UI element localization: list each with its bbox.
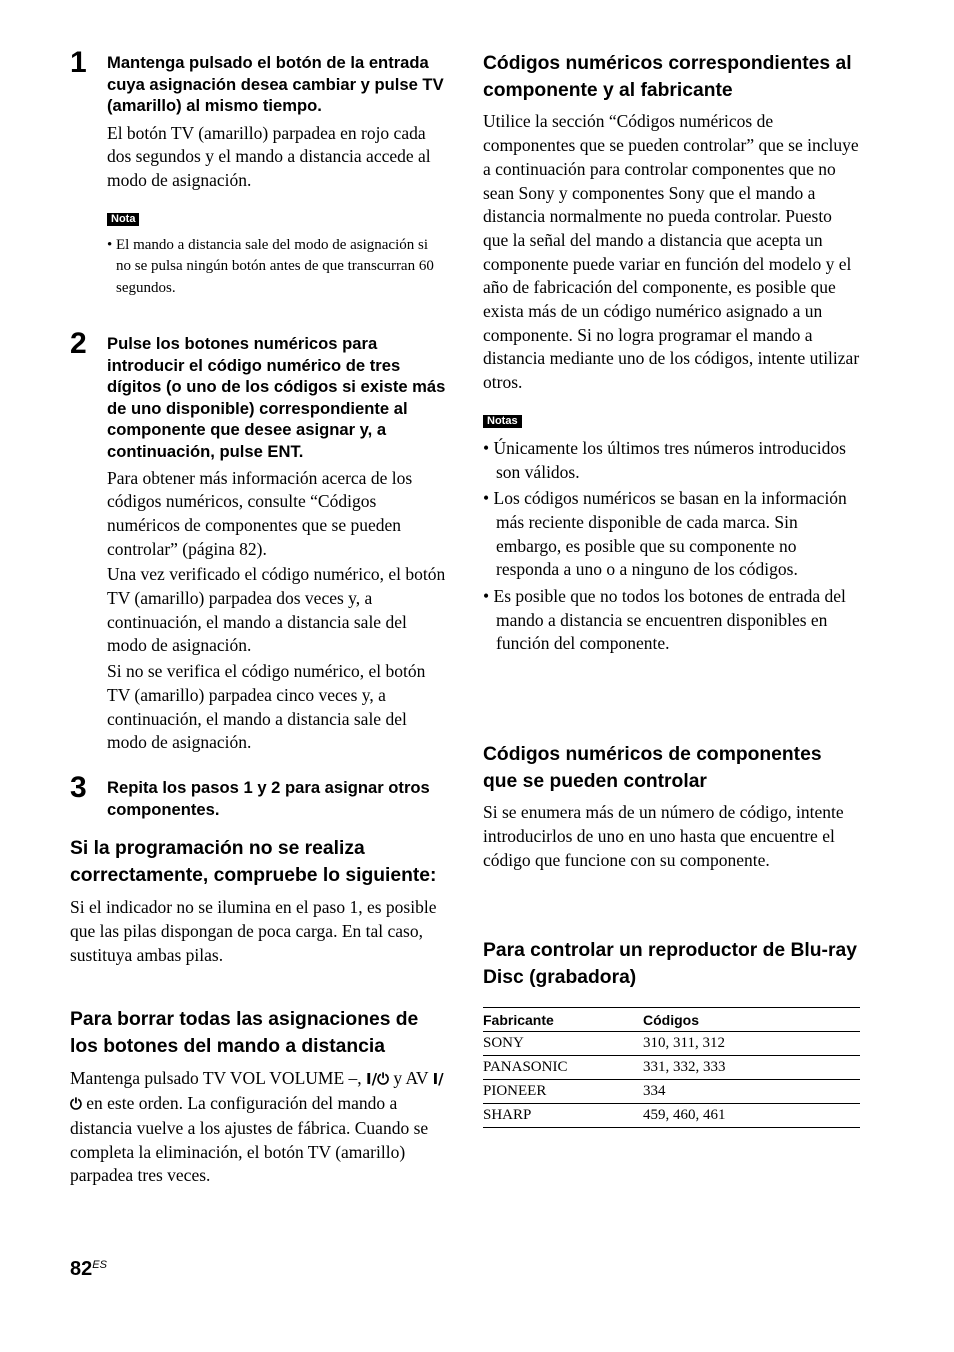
section-codes-intro bbox=[483, 50, 860, 656]
manufacturer-cell: PIONEER bbox=[483, 1080, 643, 1104]
page-suffix: ES bbox=[92, 1259, 107, 1271]
codes-table bbox=[483, 1007, 860, 1128]
note-label: Nota bbox=[107, 213, 139, 226]
section-heading: Para controlar un reproductor de Blu-ray Disc (grabadora) bbox=[483, 940, 857, 989]
section-body: Utilice la sección “Códigos numéricos de componentes que se pueden controlar” que se incluye a continuación para controlar componentes que no sean Sony y componentes Sony que el mando a distancia normalmente no pueda controlar. Puesto que la señal del mando a distancia que acepta un componente puede variar en función del modelo y el año de fabricación del componente, es posible que exista más de un código numérico asignado a un componente. Si no logra programar el mando a distancia mediante uno de los códigos, intente utilizar otros. bbox=[483, 111, 860, 393]
table-row bbox=[483, 1104, 860, 1128]
section-body: Mantenga pulsado TV VOL VOLUME –, I/⏻ y AV I/⏻ en este orden. La configuración del mando a distancia vuelve a los ajustes de fábrica. Cuando se completa la eliminación, el botón TV (amarillo) parpadea tres veces. bbox=[70, 1068, 444, 1186]
note-text: • El mando a distancia sale del modo de asignación si no se pulsa ningún botón antes de que transcurran 60 segundos. bbox=[107, 236, 434, 296]
section-body: Si el indicador no se ilumina en el paso 1, es posible que las pilas dispongan de poca carga. En tal caso, sustituya ambas pilas. bbox=[70, 897, 437, 965]
notes-list bbox=[483, 437, 860, 656]
note-item: • Los códigos numéricos se basan en la información más reciente disponible de cada marca. Sin embargo, es posible que su componente no responda a uno o a ninguno de los códigos. bbox=[483, 488, 847, 580]
table-row bbox=[483, 1056, 860, 1080]
table-row bbox=[483, 1032, 860, 1056]
section-clear bbox=[70, 1006, 446, 1188]
step-2 bbox=[70, 327, 446, 755]
section-body: Si se enumera más de un número de código, intente introducirlos de uno en uno hasta que encuentre el código que funcione con su componente. bbox=[483, 802, 844, 870]
note-item: • Únicamente los últimos tres números introducidos son válidos. bbox=[483, 437, 846, 482]
section-heading: Si la programación no se realiza correctamente, compruebe lo siguiente: bbox=[70, 838, 437, 887]
step-number: 3 bbox=[70, 771, 87, 804]
power-icon: I/⏻ bbox=[70, 1070, 444, 1114]
note-item: • Es posible que no todos los botones de entrada del mando a distancia se encuentren disponibles en función del componente. bbox=[483, 586, 846, 654]
notes-label: Notas bbox=[483, 415, 522, 428]
table-header-row bbox=[483, 1008, 860, 1032]
step-3 bbox=[70, 771, 446, 820]
section-controllable bbox=[483, 741, 860, 873]
column-header-codes: Códigos bbox=[643, 1008, 860, 1032]
manufacturer-cell: PANASONIC bbox=[483, 1056, 643, 1080]
codes-cell: 331, 332, 333 bbox=[643, 1056, 860, 1080]
step-heading: Pulse los botones numéricos para introducir el código numérico de tres dígitos (o uno de los códigos si existe más de uno disponible) correspondiente al componente que desee asignar y, a continuación, pulse ENT. bbox=[107, 334, 446, 461]
section-check bbox=[70, 835, 446, 968]
column-header-manufacturer: Fabricante bbox=[483, 1008, 643, 1032]
page-number: $82^{ES}$ bbox=[70, 1258, 107, 1280]
codes-cell: 459, 460, 461 bbox=[643, 1104, 860, 1128]
step-body: El botón TV (amarillo) parpadea en rojo cada dos segundos y el mando a distancia accede al modo de asignación. bbox=[107, 122, 431, 191]
step-body: Si no se verifica el código numérico, el botón TV (amarillo) parpadea cinco veces y, a continuación, el mando a distancia sale del modo de asignación. bbox=[107, 661, 426, 753]
power-icon: I/⏻ bbox=[366, 1070, 389, 1089]
section-bluray bbox=[483, 937, 860, 1128]
table-row bbox=[483, 1080, 860, 1104]
step-heading: Repita los pasos 1 y 2 para asignar otros componentes. bbox=[107, 778, 430, 819]
step-body: Para obtener más información acerca de los códigos numéricos, consulte “Códigos numéricos de componentes que se pueden controlar” (página 82). bbox=[107, 467, 413, 559]
manufacturer-cell: SHARP bbox=[483, 1104, 643, 1128]
section-heading: Códigos numéricos correspondientes al componente y al fabricante bbox=[483, 53, 852, 102]
section-heading: Códigos numéricos de componentes que se pueden controlar bbox=[483, 744, 822, 793]
step-number: 2 bbox=[70, 327, 87, 360]
section-heading: Para borrar todas las asignaciones de los botones del mando a distancia bbox=[70, 1009, 419, 1058]
codes-cell: 334 bbox=[643, 1080, 860, 1104]
manufacturer-cell: SONY bbox=[483, 1032, 643, 1056]
step-body: Una vez verificado el código numérico, el botón TV (amarillo) parpadea dos veces y, a continuación, el mando a distancia sale del modo de asignación. bbox=[107, 564, 446, 656]
step-1 bbox=[70, 46, 446, 299]
codes-cell: 310, 311, 312 bbox=[643, 1032, 860, 1056]
step-number: 1 bbox=[70, 46, 87, 79]
step-heading: Mantenga pulsado el botón de la entrada cuya asignación desea cambiar y pulse TV (amarillo) al mismo tiempo. bbox=[107, 53, 444, 116]
